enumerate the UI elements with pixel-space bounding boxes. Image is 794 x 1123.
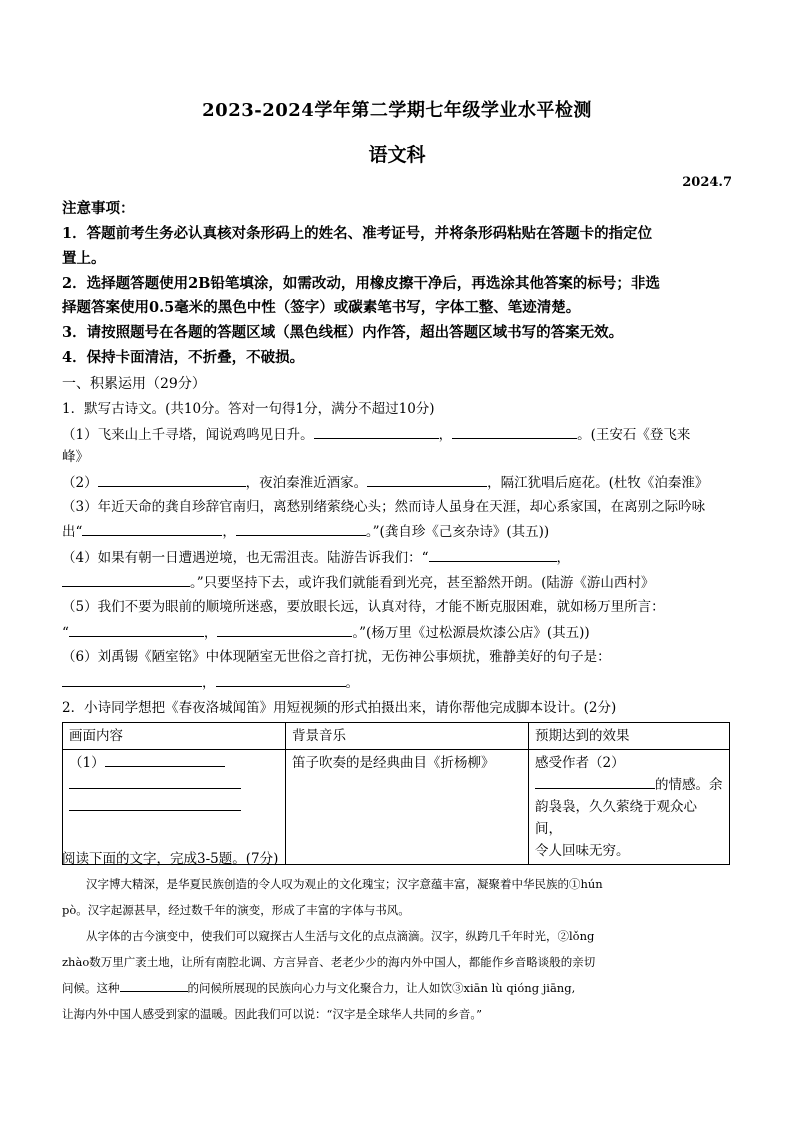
answer-blank[interactable] [105, 752, 225, 767]
answer-blank[interactable] [62, 572, 190, 587]
answer-blank[interactable] [429, 547, 557, 562]
q1-item-3a: （3）年近天命的龚自珍辞官南归，离愁别绪萦绕心头；然而诗人虽身在天涯，却心系家国，在离别之际吟咏 [62, 499, 706, 515]
cell3-line-d: 令人回味无穷。 [535, 843, 630, 859]
q1-item-4a [62, 547, 732, 568]
q1-5-open: “ [62, 625, 69, 641]
answer-blank[interactable] [236, 521, 366, 536]
passage-p1b: pò。汉字起源甚早，经过数千年的演变，形成了丰富的字体与书风。 [62, 903, 410, 917]
q1-item-2 [62, 472, 732, 493]
q1-item-1 [62, 424, 732, 445]
comma: ， [438, 427, 453, 443]
passage-p2b: zhào数万里广袤土地，让所有南腔北调、方言异音、老老少少的海内外中国人，都能作乡音略谈般的亲切 [62, 955, 596, 969]
exam-date: 2024.7 [682, 175, 732, 190]
answer-blank[interactable] [98, 472, 246, 487]
comma: ， [203, 625, 218, 641]
note-2b: 择题答案使用0.5毫米的黑色中性（签字）或碳素笔书写，字体工整、笔迹清楚。 [62, 299, 581, 316]
note-4: 4．保持卡面清洁，不折叠，不破损。 [62, 349, 305, 366]
q1-item-6a: （6）刘禹锡《陋室铭》中体现陋室无世俗之音打扰，无伤神公事烦扰，雅静美好的句子是： [62, 649, 611, 665]
answer-blank[interactable] [69, 774, 241, 789]
exam-title: 2023-2024学年第二学期七年级学业水平检测 [202, 100, 592, 121]
table-cell: 笛子吹奏的是经典曲目《折杨柳》 [286, 750, 529, 865]
question-1: 1．默写古诗文。(共10分。答对一句得1分，满分不超过10分) [62, 401, 435, 417]
comma: ， [556, 550, 570, 566]
q1-item-5a: （5）我们不要为眼前的顺境所迷惑，要放眼长远，认真对待，才能不断克服困难，就如杨万里所言： [62, 599, 665, 615]
q1-5-source: 。”(杨万里《过松源晨炊漆公店》(其五)) [352, 625, 590, 641]
q1-3-open: 出“ [62, 524, 83, 540]
question-2: 2．小诗同学想把《春夜洛城闻笛》用短视频的形式拍摄出来，请你帮他完成脚本设计。(2分) [62, 700, 617, 716]
q1-1-text: （1）飞来山上千寻塔，闻说鸡鸣见日升。 [62, 427, 314, 443]
table-cell [529, 750, 730, 865]
q1-item-5b [62, 622, 732, 643]
subject-title: 语文科 [368, 144, 426, 166]
table-header: 预期达到的效果 [529, 723, 730, 750]
cell3-line-a: 感受作者（2） [535, 755, 625, 771]
note-2a: 2．选择题答题使用2B铅笔填涂，如需改动，用橡皮擦干净后，再选涂其他答案的标号；非选 [62, 275, 660, 292]
q1-2-source: ，隔江犹唱后庭花。(杜牧《泊秦淮》 [487, 475, 709, 491]
passage-p2d: 让海内外中国人感受到家的温暖。因此我们可以说：“汉字是全球华人共同的乡音。” [62, 1007, 483, 1021]
q1-item-4b [62, 572, 732, 593]
answer-blank[interactable] [62, 672, 202, 687]
table-header: 画面内容 [63, 723, 286, 750]
q1-4-source: 。”只要坚持下去，或许我们就能看到光亮，甚至豁然开朗。(陆游《游山西村》 [190, 575, 655, 591]
answer-blank[interactable] [535, 774, 655, 789]
passage-p2c [62, 975, 734, 1001]
q1-1-source: 。(王安石《登飞来 [577, 427, 691, 443]
q1-3-source: 。”(龚自珍《己亥杂诗》(其五)) [365, 524, 550, 540]
answer-blank[interactable] [367, 472, 487, 487]
note-3: 3．请按照题号在各题的答题区域（黑色线框）内作答，超出答题区域书写的答案无效。 [62, 324, 624, 341]
passage-p2c-end: 的问候所展现的民族向心力与文化聚合力，让人如饮③xiān lù qióng jiāng, [187, 981, 576, 995]
section-heading: 一、积累运用（29分） [62, 376, 206, 392]
answer-blank[interactable] [69, 796, 241, 811]
cell-label: （1） [69, 755, 105, 771]
passage-p2c-start: 问候。这种 [62, 981, 120, 995]
reading-intro: 阅读下面的文字，完成3-5题。(7分) [62, 851, 279, 867]
q1-4-text: （4）如果有朝一日遭遇逆境，也无需沮丧。陆游告诉我们：“ [62, 550, 429, 566]
table-cell [63, 750, 286, 865]
answer-blank[interactable] [217, 622, 352, 637]
table-header-row [63, 723, 730, 750]
period: 。 [345, 675, 359, 691]
comma: ， [222, 524, 236, 540]
note-1a: 1．答题前考生务必认真核对条形码上的姓名、准考证号，并将条形码粘贴在答题卡的指定位 [62, 225, 653, 242]
q1-item-6b [62, 672, 732, 693]
comma: ， [202, 675, 216, 691]
notes-heading: 注意事项： [62, 200, 135, 217]
answer-blank[interactable] [216, 672, 346, 687]
answer-blank[interactable] [120, 979, 188, 992]
q1-2-label: （2） [62, 475, 98, 491]
q1-item-3b [62, 521, 732, 542]
q1-2-text: ，夜泊秦淮近酒家。 [245, 475, 368, 491]
passage-p1a: 汉字博大精深，是华夏民族创造的令人叹为观止的文化瑰宝；汉字意蕴丰富，凝聚着中华民族的①hún [86, 877, 603, 891]
note-1b: 置上。 [62, 250, 106, 267]
q1-item-1-cont: 峰》 [62, 449, 89, 465]
answer-blank[interactable] [452, 424, 577, 439]
cell3-line-c: 韵袅袅，久久萦绕于观众心间， [535, 799, 697, 837]
table-row [63, 750, 730, 865]
answer-blank[interactable] [82, 521, 222, 536]
answer-blank[interactable] [314, 424, 439, 439]
cell3-line-b: 的情感。余 [655, 777, 723, 793]
passage-p2a: 从字体的古今演变中，使我们可以窥探古人生活与文化的点点滴滴。汉字，纵跨几千年时光，②lǒng [86, 929, 595, 943]
answer-blank[interactable] [69, 622, 204, 637]
table-header: 背景音乐 [286, 723, 529, 750]
script-table [62, 722, 730, 865]
